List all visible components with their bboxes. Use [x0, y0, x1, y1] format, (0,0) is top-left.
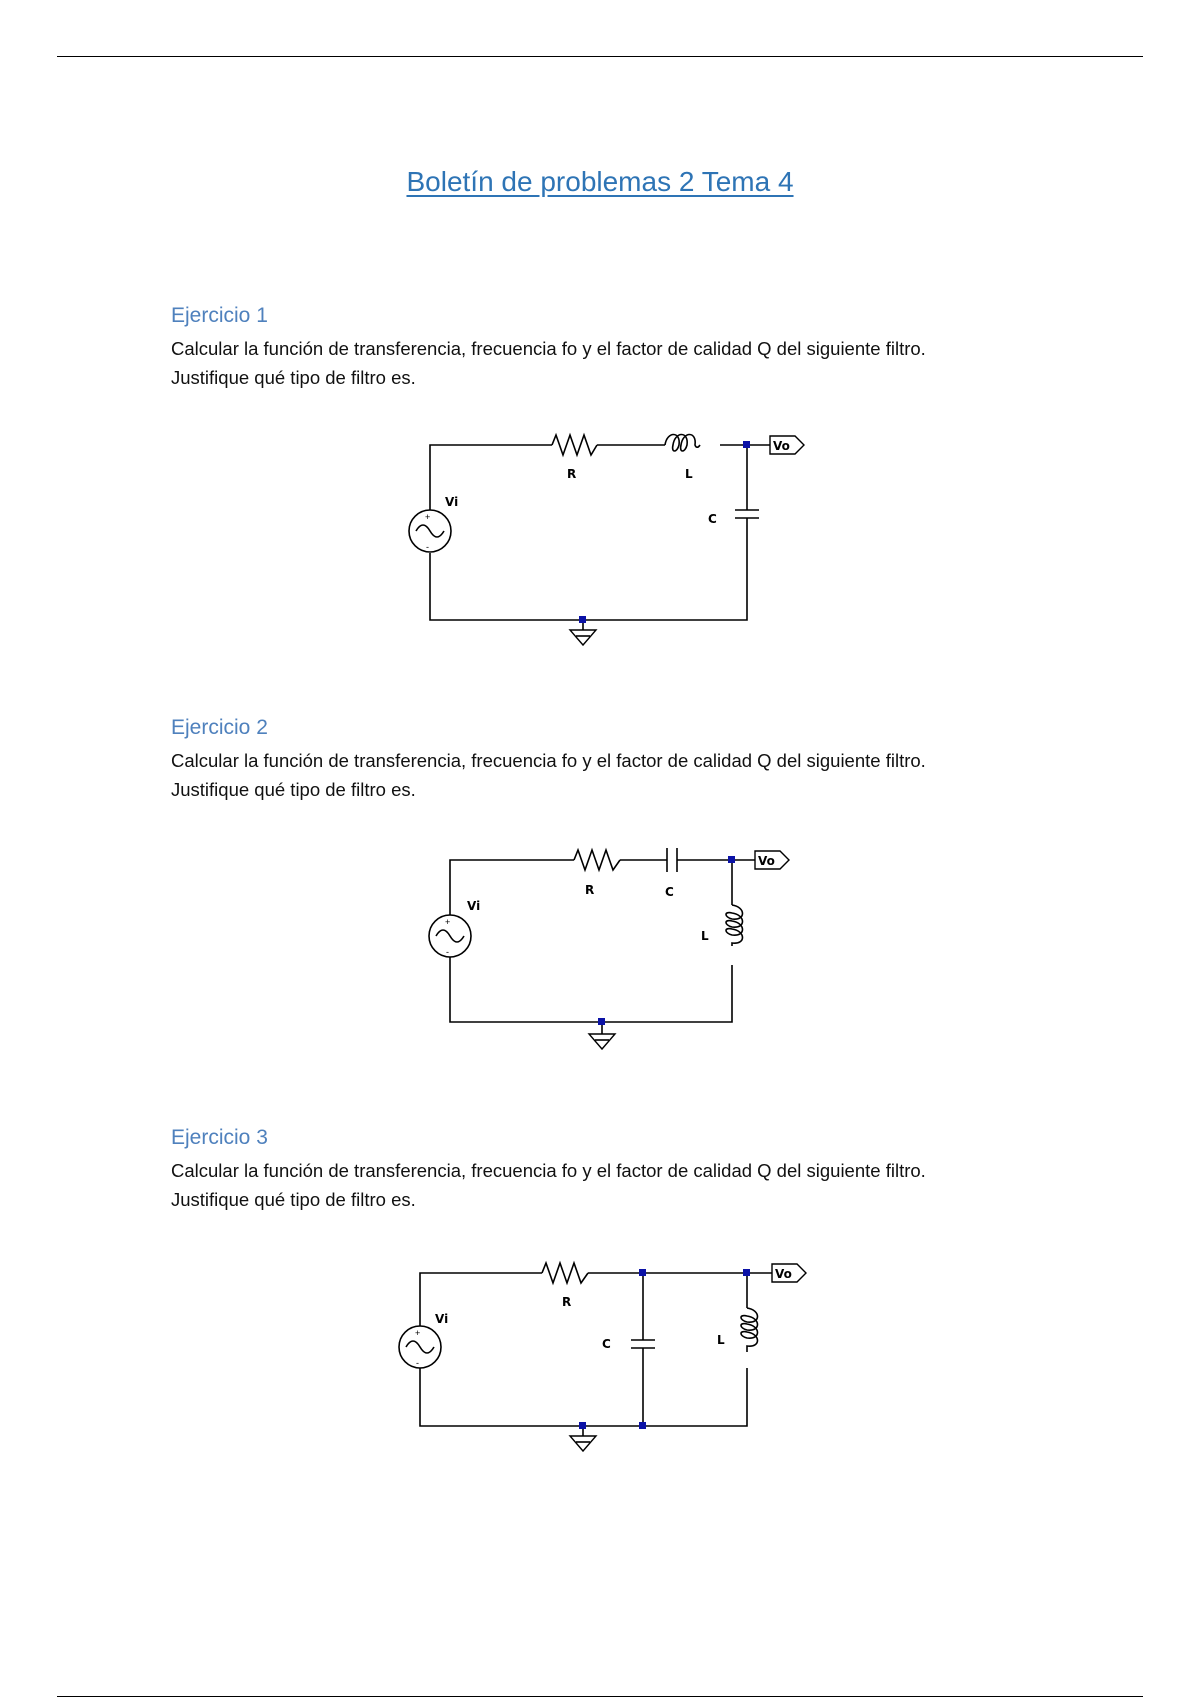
- exercise-1-heading: Ejercicio 1: [171, 304, 268, 327]
- circuit-3-label-c: C: [602, 1337, 611, 1351]
- circuit-3-label-vi: Vi: [435, 1312, 449, 1326]
- exercise-3-line-1: Calcular la función de transferencia, frecuencia fo y el factor de calidad Q del siguiente filtro.: [171, 1160, 926, 1181]
- exercise-3-line-2: Justifique qué tipo de filtro es.: [171, 1189, 416, 1210]
- circuit-3-capacitor: [631, 1340, 655, 1348]
- exercise-2-line-1: Calcular la función de transferencia, frecuencia fo y el factor de calidad Q del siguiente filtro.: [171, 750, 926, 771]
- svg-text:+: +: [425, 512, 431, 522]
- exercise-2-line-2: Justifique qué tipo de filtro es.: [171, 779, 416, 800]
- circuit-3-node-top: [639, 1269, 646, 1276]
- page-title: Boletín de problemas 2 Tema 4: [406, 166, 794, 197]
- exercise-2-heading: Ejercicio 2: [171, 716, 268, 739]
- circuit-3-wires: [420, 1273, 772, 1436]
- circuit-3-label-r: R: [562, 1295, 572, 1309]
- circuit-2-label-vi: Vi: [467, 899, 481, 913]
- circuit-3-node-output: [743, 1269, 750, 1276]
- circuit-3-label-l: L: [717, 1333, 725, 1347]
- footer-rule: [57, 1696, 1143, 1697]
- circuit-3-node-bottom: [639, 1422, 646, 1429]
- circuit-2-label-r: R: [585, 883, 595, 897]
- circuit-3-ground-icon: [570, 1436, 596, 1451]
- svg-text:+: +: [415, 1328, 421, 1338]
- circuit-1-label-l: L: [685, 467, 693, 481]
- circuit-1-label-c: C: [708, 512, 717, 526]
- circuit-1-label-r: R: [567, 467, 577, 481]
- circuit-1-label-vi: Vi: [445, 495, 459, 509]
- circuit-3-label-vo: Vo: [775, 1267, 792, 1281]
- exercise-1-line-1: Calcular la función de transferencia, frecuencia fo y el factor de calidad Q del siguiente filtro.: [171, 338, 926, 359]
- circuit-3-resistor: [542, 1263, 588, 1283]
- svg-text:-: -: [416, 1358, 419, 1368]
- svg-text:+: +: [445, 917, 451, 927]
- circuit-3-source: [399, 1326, 441, 1368]
- svg-text:-: -: [426, 542, 429, 552]
- circuit-2-label-l: L: [701, 929, 709, 943]
- circuit-3-inductor: [741, 1308, 758, 1352]
- circuit-2-label-c: C: [665, 885, 674, 899]
- exercise-3-heading: Ejercicio 3: [171, 1126, 268, 1149]
- circuit-2-label-vo: Vo: [758, 854, 775, 868]
- circuit-1-label-vo: Vo: [773, 439, 790, 453]
- svg-text:-: -: [446, 947, 449, 957]
- exercise-1-line-2: Justifique qué tipo de filtro es.: [171, 367, 416, 388]
- circuit-3-node-ground: [579, 1422, 586, 1429]
